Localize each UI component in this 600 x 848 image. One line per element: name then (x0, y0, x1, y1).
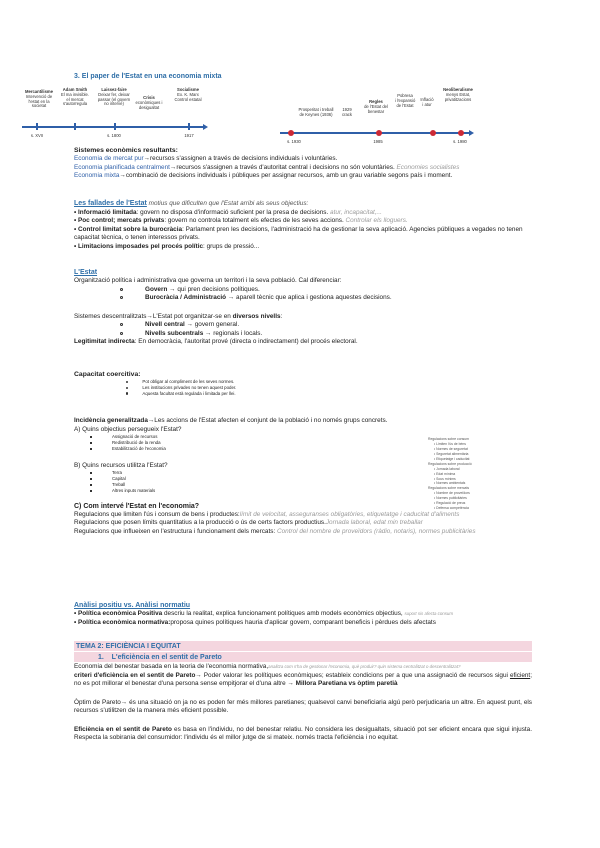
list-item: • Informació limitada: govern no disposa d'informació suficient per la presa de decisions. atur, incapacitat,... (74, 208, 382, 216)
timeline-event: Prosperitat i treball de Keynes (1936) (298, 107, 334, 117)
timeline-marker (430, 130, 436, 136)
timeline-marker (376, 130, 382, 136)
thumb-line: • Sous mínims (434, 476, 456, 481)
thumb-line: Regulacions sobre producció (428, 461, 472, 466)
timeline-date: s. 1930 (287, 139, 301, 144)
list-item: • Política econòmica normativa:proposa quines polítiques hauria d'aplicar govern, comparant beneficis i pèrdues dels afectats (74, 618, 436, 626)
timeline-marker (458, 130, 464, 136)
estat-title: L'Estat (74, 269, 98, 276)
timeline-event: 1929 crack (341, 107, 352, 117)
timeline-event: Neoliberalisme menys Estat, privatitzacions (443, 87, 473, 102)
timeline-arrow-icon (203, 124, 208, 130)
thumb-line: • Edat mínima (434, 471, 456, 476)
list-item: Economia planificada centralment→recursos s'assignen a través d'autoritat central i decisions no són voluntàries. Economies socialistes (74, 163, 460, 171)
capacitat-section (74, 370, 534, 397)
fallades-section (74, 199, 534, 251)
list-item: Redistribució de la renda (74, 440, 534, 446)
thumb-line: • Seguretat alimentària (434, 451, 469, 456)
tema2-title: TEMA 2: EFICIÈNCIA I EQUITAT (76, 643, 181, 650)
thumb-line: • Jornada laboral (434, 466, 460, 471)
tema2-subtitle: 1. L'eficiència en el sentit de Pareto (98, 654, 222, 661)
timeline-date: 1917 (184, 133, 194, 138)
timeline-event: Socialisme Ex. K. Marx Control estatal (174, 87, 202, 102)
timeline-date: 1985 (373, 139, 383, 144)
capacitat-title: Capacitat coercitiva: (74, 371, 141, 378)
timeline-marker (288, 130, 294, 136)
timeline-axis (22, 126, 204, 128)
timeline-tick (74, 123, 76, 130)
legitimitat: Legitimitat indirecta: En democràcia, l'autoritat prové (directa o indirectament) del procés electoral. (74, 338, 358, 346)
timeline-event: Inflació i atur (420, 97, 434, 107)
paragraph: Òptim de Pareto→ és una situació on ja no es poden fer més millores paretianes; qualsevol canvi beneficiaria algú però perjudicaria un altre. En aquest punt, els recursos s'utilitzen de la manera més eficient possible. (74, 698, 532, 715)
timeline-tick (114, 123, 116, 130)
list-item: Estabilització de l'economia (74, 446, 534, 452)
thumb-line: Regulacions sobre consum (428, 437, 469, 441)
analisi-title: Anàlisi positiu vs. Anàlisi normatiu (74, 602, 191, 609)
list-item: Capital (74, 476, 534, 482)
sistemes-section (74, 146, 534, 181)
list-item: Aquesta facultat està regulada i limitada per llei. (74, 391, 534, 397)
paragraph: Economia del benestar basada en la teoria de l'economia normativa,analitza com s'ha de gestionar l'economia, què produir? quin sistema centralitzat o descentralitzat? (74, 663, 461, 670)
timeline-event: Pobresa i l'expansió de l'Estat (394, 93, 416, 108)
thumb-line: • Nombre de proveïdors (434, 491, 470, 496)
list-item: Terra (74, 470, 534, 476)
thumb-line: Regulacions sobre mercats (428, 486, 470, 491)
timeline-left (22, 88, 212, 144)
thumb-line: • Defensa competència (434, 506, 469, 511)
list-item: Les institucions privades no tenen aquest poder. (74, 385, 534, 391)
timeline-event: Regles de l'Estat del benestar (364, 99, 388, 114)
list-item: • Política econòmica Positiva descriu la realitat, explica funcionament polítiques amb models econòmics objectius, suport sis afecta consum (74, 610, 454, 618)
incidencia-text: Incidència generalitzada→Les accions de l'Estat afecten el conjunt de la població i no només grups concrets. (74, 417, 388, 424)
list-item: Govern → qui pren decisions polítiques. (74, 286, 534, 295)
analisi-section (74, 601, 534, 627)
timeline-event: Crisis econòmiques i desigualtat (135, 95, 163, 110)
list-item: Treball (74, 482, 534, 488)
timeline-tick (188, 123, 190, 130)
paragraph: Eficiència en el sentit de Pareto es basa en l'individu, no del benestar relatiu. No considera les desigualtats, situació pot ser eficient encara que sigui injusta. Respecta la sobirania del consumidor: l'individu és el millor jutge de si mateix. només tracta l'eficiència i no equitat. (74, 725, 532, 742)
timeline-axis (280, 132, 470, 134)
timeline-date: s. 1800 (107, 133, 121, 138)
list-item: Burocràcia / Administració → aparell tècnic que aplica i gestiona aquestes decisions. (74, 294, 534, 303)
paragraph: Regulacions que posen límits quantitatius a la producció o ús de certs factors productius.Jornada laboral, edat min treballar (74, 519, 423, 527)
timeline-tick (36, 123, 38, 130)
fallades-heading: Les fallades de l'Estat motius que dificulten que l'Estat arribi als seus objectius: (74, 200, 309, 207)
timeline-event: Mercantilisme Intervenció de l'estat en la societat (25, 89, 53, 109)
thumb-line: • Normes de seguretat (434, 446, 468, 451)
question-c: C) Com intervé l'Estat en l'economia? (74, 502, 200, 510)
timeline-date: s. 1980 (453, 139, 467, 144)
question-b: B) Quins recursos utilitza l'Estat? (74, 461, 168, 469)
thumb-line: • Etiquetatge i caducitat (434, 456, 470, 461)
list-item: Pot obligar al compliment de les seves normes. (74, 379, 534, 385)
timeline-event: Laissez-faire Deixar fer, deixar passar (el govern no intervé) (97, 87, 131, 107)
paragraph: Regulacions que influeixen en l'estructura i funcionament dels mercats: Control del nombre de proveïdors (ràdio, notaris), normes publicitàries (74, 527, 476, 535)
sistemes-title: Sistemes econòmics resultants: (74, 147, 178, 154)
notes-thumbnail (428, 437, 568, 557)
timeline-date: s. XVII (30, 133, 44, 138)
timeline-arrow-icon (469, 130, 474, 136)
list-item: • Poc control; mercats privats: govern no controla totalment els efectes de les seves accions. Controlar els lloguers. (74, 217, 408, 225)
estat-section (74, 268, 534, 347)
list-item: • Limitacions imposades pel procés polític: grups de pressió... (74, 242, 260, 250)
thumb-line: • Limiten l'ús de béns (434, 441, 466, 446)
thumb-line: • Regulació de preus (434, 501, 466, 506)
list-item: Nivells subcentrals → regionals i locals. (74, 330, 534, 339)
paragraph: criteri d'eficiència en el sentit de Pareto→ Poder valorar les polítiques econòmiques; estableix condicions per a que una assignació de recursos sigui eficient; no es pot millorar el benestar d'una persona sense empitjorar el d'una altre → Millora Paretiana vs òptim paretià (74, 671, 532, 688)
question-a: A) Quins objectius persegueix l'Estat? (74, 425, 182, 433)
list-item: • Control limitat sobre la burocràcia: Parlament pren les decisions, l'administració ha de gestionar la seva aplicació. Agencies públiques a vegades no tenen capacitat tècnica, o tenen interessos privats. (74, 225, 523, 242)
timeline-event: Adam Smith El ma invisible. el mercat s'autorregula (61, 87, 89, 107)
paragraph: Regulacions que limiten l'ús i consum de bens i productes:límit de velocitat, asseguranses obligatòries, etiquetatge i caducitat d'aliments (74, 510, 460, 518)
list-item: Economia mixta→combinació de decisions individuals i públiques per assignar recursos, amb un grau variable segons país i moment. (74, 172, 453, 180)
thumb-line: • Normes publicitàries (434, 496, 467, 501)
list-item: Nivell central → govern general. (74, 321, 534, 330)
list-item: Economia de mercat pur→recursos s'assignen a través de decisions individuals i voluntàries. (74, 155, 338, 163)
tema2-body (74, 663, 532, 743)
descentralitzats: Sistemes descentralitzats→L'Estat pot organitzar-se en diversos nivells: (74, 312, 283, 320)
list-item: Altres inputs materials (74, 488, 534, 494)
timeline-right (280, 86, 480, 150)
thumb-line: • Normes ambientals (434, 481, 466, 486)
estat-definition: Organització política i administrativa que governa un territori i la seva població. Cal diferenciar: (74, 277, 342, 285)
list-item: Assignació de recursos (74, 434, 534, 440)
section-3-title: 3. El paper de l'Estat en una economia mixta (74, 73, 222, 80)
